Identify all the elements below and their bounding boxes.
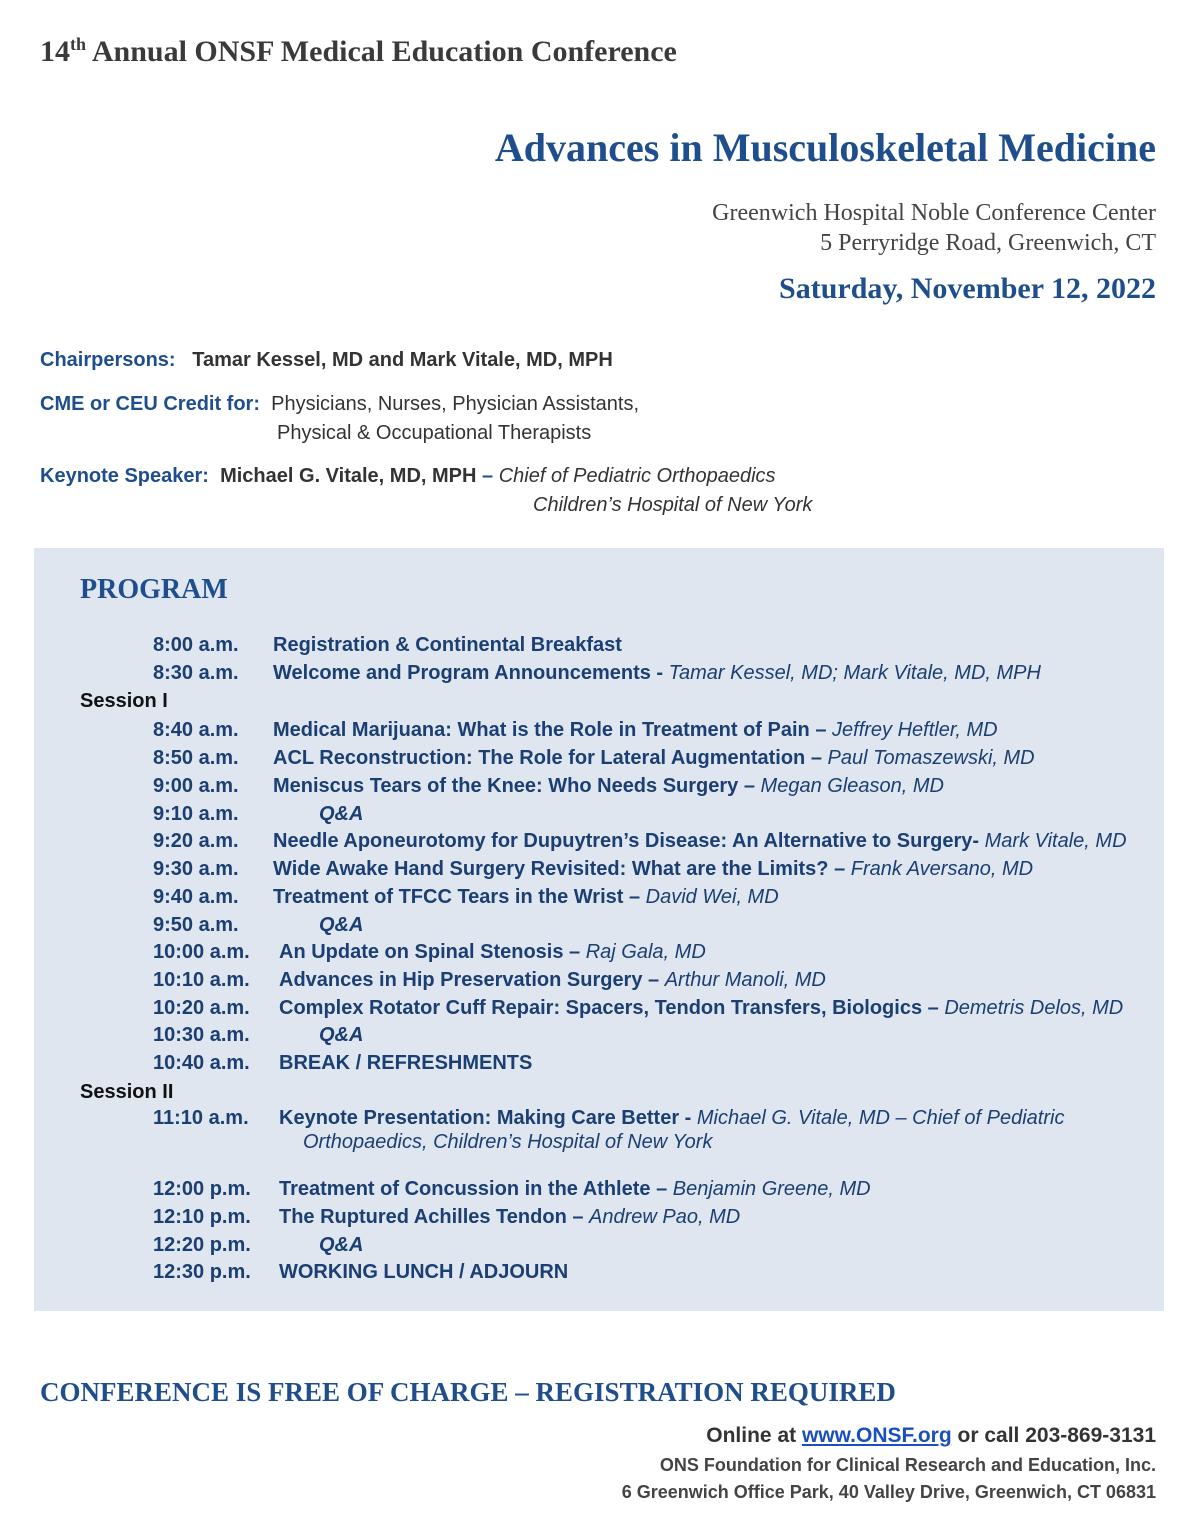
program-time: 10:30 a.m. [153, 1024, 250, 1046]
qa-label: Q&A [319, 1234, 364, 1256]
program-time: 12:20 p.m. [153, 1234, 251, 1256]
program-topic-line [273, 747, 1035, 770]
credit-line [40, 393, 639, 416]
program-separator: – [828, 858, 851, 880]
program-topic-line [279, 1178, 871, 1201]
program-time: 8:40 a.m. [153, 719, 239, 741]
keynote-dash: – [476, 465, 499, 487]
program-time: 9:20 a.m. [153, 830, 239, 852]
conference-title [40, 34, 677, 69]
chairpersons-label: Chairpersons: [40, 349, 176, 371]
session-label: Session II [80, 1081, 174, 1103]
program-time: 8:00 a.m. [153, 634, 239, 656]
program-speaker: Andrew Pao, MD [589, 1206, 741, 1228]
program-topic: Treatment of TFCC Tears in the Wrist [273, 886, 624, 908]
program-separator: – [563, 941, 586, 963]
program-topic: Treatment of Concussion in the Athlete [279, 1178, 651, 1200]
program-speaker: Jeffrey Heftler, MD [832, 719, 998, 741]
program-topic: Wide Awake Hand Surgery Revisited: What are the Limits? [273, 858, 829, 880]
program-topic-line [273, 775, 944, 798]
keynote-line [40, 465, 776, 488]
program-topic-line [279, 941, 706, 964]
program-topic-line [279, 969, 826, 992]
conference-number-suffix: th [70, 34, 87, 54]
program-time: 11:10 a.m. [153, 1107, 249, 1129]
program-topic: WORKING LUNCH / ADJOURN [279, 1261, 569, 1283]
chairpersons-line [40, 349, 613, 372]
program-topic-line [273, 886, 779, 909]
program-separator: – [642, 969, 665, 991]
program-separator: – [922, 997, 945, 1019]
program-time: 12:00 p.m. [153, 1178, 251, 1200]
program-speaker: Michael G. Vitale, MD – Chief of Pediatric [696, 1107, 1065, 1129]
program-separator: – [809, 719, 833, 741]
program-topic-line [273, 634, 622, 657]
program-topic-line [273, 830, 1127, 853]
event-date: Saturday, November 12, 2022 [779, 272, 1156, 305]
program-speaker: Benjamin Greene, MD [672, 1178, 871, 1200]
program-topic-line [273, 662, 1041, 685]
program-time: 10:00 a.m. [153, 941, 250, 963]
program-topic: Welcome and Program Announcements [273, 662, 651, 684]
contact-online [706, 1424, 1156, 1448]
program-separator: - [679, 1107, 697, 1129]
keynote-role-2: Children’s Hospital of New York [533, 494, 813, 516]
program-topic: The Ruptured Achilles Tendon [279, 1206, 567, 1228]
credit-value-2: Physical & Occupational Therapists [277, 422, 592, 444]
program-speaker: Arthur Manoli, MD [664, 969, 826, 991]
qa-label: Q&A [319, 914, 364, 936]
contact-phone: or call 203-869-3131 [951, 1424, 1156, 1447]
session-label: Session I [80, 690, 168, 712]
program-speaker: Mark Vitale, MD [984, 830, 1127, 852]
program-time: 9:10 a.m. [153, 803, 239, 825]
program-separator: – [566, 1206, 590, 1228]
chairpersons-value: Tamar Kessel, MD and Mark Vitale, MD, MPH [192, 349, 613, 371]
program-speaker: Raj Gala, MD [585, 941, 706, 963]
main-title: Advances in Musculoskeletal Medicine [494, 125, 1156, 170]
program-separator: – [738, 775, 761, 797]
keynote-label: Keynote Speaker: [40, 465, 209, 487]
conference-number: 14 [40, 35, 70, 68]
program-topic-line [273, 719, 998, 742]
venue-name: Greenwich Hospital Noble Conference Center [712, 200, 1156, 226]
program-speaker: Frank Aversano, MD [850, 858, 1034, 880]
program-speaker: Paul Tomaszewski, MD [827, 747, 1035, 769]
program-speaker: David Wei, MD [645, 886, 779, 908]
program-separator: – [623, 886, 646, 908]
program-speaker-continued: Orthopaedics, Children’s Hospital of New York [303, 1131, 713, 1153]
program-topic-line [279, 1052, 532, 1075]
program-time: 10:20 a.m. [153, 997, 250, 1019]
program-topic: Complex Rotator Cuff Repair: Spacers, Tendon Transfers, Biologics [279, 997, 923, 1019]
program-time: 12:30 p.m. [153, 1261, 251, 1283]
program-separator: - [972, 830, 985, 852]
program-topic: Advances in Hip Preservation Surgery [279, 969, 643, 991]
program-time: 9:00 a.m. [153, 775, 239, 797]
program-speaker: Tamar Kessel, MD; Mark Vitale, MD, MPH [668, 662, 1041, 684]
venue-address: 5 Perryridge Road, Greenwich, CT [820, 230, 1156, 256]
program-topic: Medical Marijuana: What is the Role in Treatment of Pain [273, 719, 810, 741]
credit-value-1: Physicians, Nurses, Physician Assistants, [271, 393, 640, 415]
program-topic: Meniscus Tears of the Knee: Who Needs Surgery [273, 775, 739, 797]
program-topic: Registration & Continental Breakfast [273, 634, 622, 656]
program-topic-line [279, 1261, 568, 1284]
credit-label: CME or CEU Credit for: [40, 393, 260, 415]
program-time: 9:30 a.m. [153, 858, 239, 880]
program-topic: BREAK / REFRESHMENTS [279, 1052, 533, 1074]
program-topic-line [279, 997, 1123, 1020]
program-topic: An Update on Spinal Stenosis [279, 941, 564, 963]
keynote-name: Michael G. Vitale, MD, MPH [220, 465, 477, 487]
program-topic-line [273, 858, 1033, 881]
organization-name: ONS Foundation for Clinical Research and Education, Inc. [659, 1455, 1156, 1475]
program-separator: – [805, 747, 828, 769]
qa-label: Q&A [319, 803, 364, 825]
program-time: 8:30 a.m. [153, 662, 239, 684]
program-separator: - [650, 662, 669, 684]
program-separator: – [650, 1178, 673, 1200]
program-topic: Keynote Presentation: Making Care Better [279, 1107, 680, 1129]
program-time: 8:50 a.m. [153, 747, 239, 769]
free-registration-banner: CONFERENCE IS FREE OF CHARGE – REGISTRATION REQUIRED [40, 1377, 896, 1407]
program-heading: PROGRAM [80, 574, 228, 605]
onsf-website-link[interactable]: www.ONSF.org [801, 1424, 952, 1447]
organization-address: 6 Greenwich Office Park, 40 Valley Drive, Greenwich, CT 06831 [621, 1482, 1156, 1502]
conference-name: Annual ONSF Medical Education Conference [86, 35, 677, 68]
program-time: 12:10 p.m. [153, 1206, 251, 1228]
program-time: 9:50 a.m. [153, 914, 239, 936]
keynote-role-1: Chief of Pediatric Orthopaedics [498, 465, 776, 487]
program-time: 10:40 a.m. [153, 1052, 250, 1074]
program-time: 9:40 a.m. [153, 886, 239, 908]
program-speaker: Demetris Delos, MD [944, 997, 1124, 1019]
program-topic-line [279, 1206, 740, 1229]
program-topic: Needle Aponeurotomy for Dupuytren’s Disease: An Alternative to Surgery [273, 830, 973, 852]
program-time: 10:10 a.m. [153, 969, 250, 991]
program-topic: ACL Reconstruction: The Role for Lateral Augmentation [273, 747, 806, 769]
program-topic-line [279, 1107, 1064, 1130]
contact-online-prefix: Online at [706, 1424, 802, 1447]
program-speaker: Megan Gleason, MD [760, 775, 944, 797]
qa-label: Q&A [319, 1024, 364, 1046]
